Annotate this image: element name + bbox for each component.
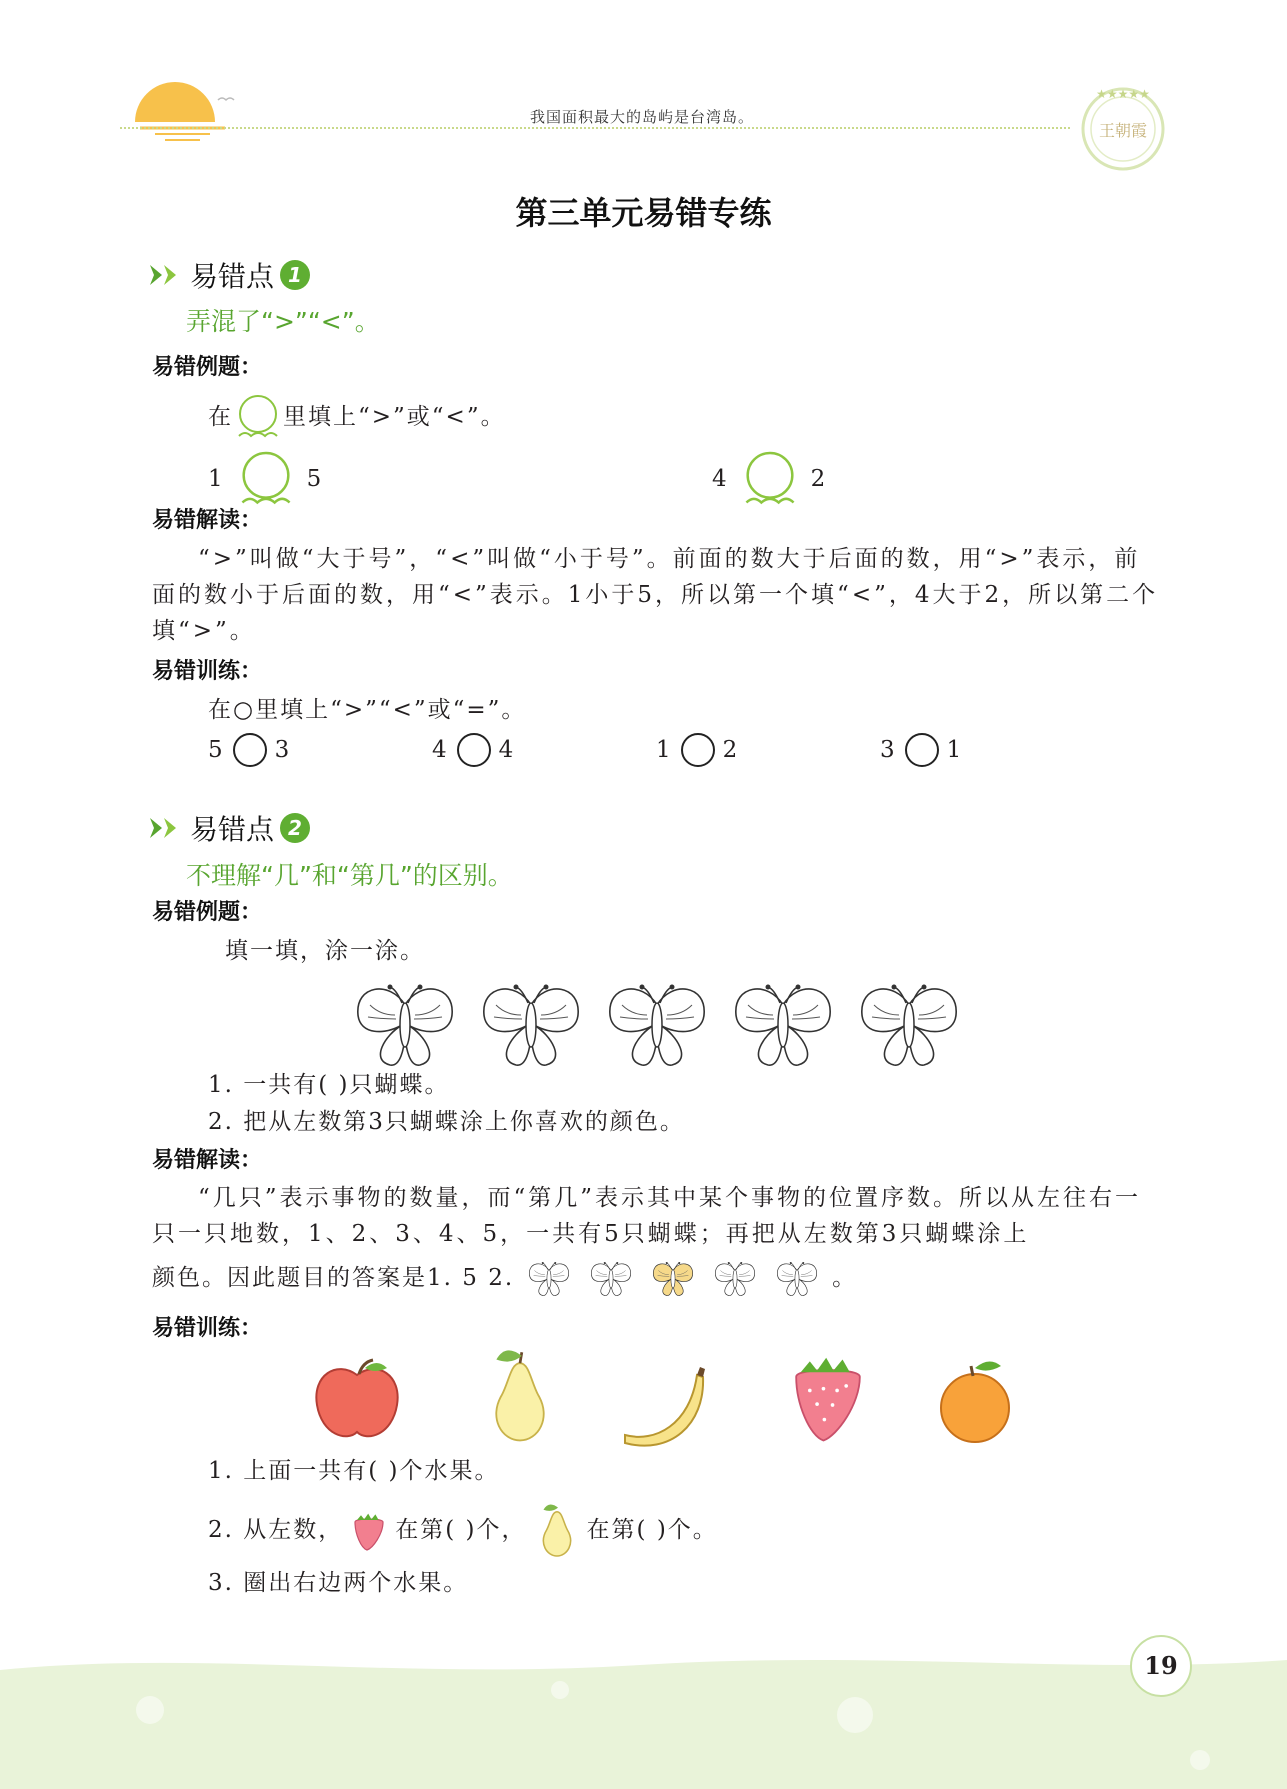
training-pair-1: [208, 732, 291, 768]
point-1-training-label: 易错训练：: [152, 659, 263, 684]
svg-text:王朝霞: 王朝霞: [1098, 121, 1148, 140]
point-1-example-instruction: [208, 392, 506, 442]
apple-icon: [307, 1350, 407, 1450]
answer-circle-a[interactable]: [235, 448, 297, 510]
point-2-question-1: 1. 一共有( )只蝴蝶。: [208, 1072, 450, 1098]
butterfly-icon[interactable]: [602, 975, 712, 1071]
point-2-training-label: 易错训练：: [152, 1316, 263, 1341]
point-2-example-label: 易错例题：: [152, 900, 263, 925]
pair-2-left: 4: [432, 737, 449, 763]
point-2-example-instruction: 填一填，涂一涂。: [225, 938, 425, 964]
example-pre-text: 在: [208, 404, 233, 430]
butterfly-row: [350, 975, 964, 1071]
page-title: 第三单元易错专练: [515, 194, 772, 232]
butterfly-icon[interactable]: [728, 975, 838, 1071]
point-1-analysis-label: 易错解读：: [152, 508, 263, 533]
butterfly-icon: [768, 1258, 826, 1298]
point-2-analysis-label: 易错解读：: [152, 1148, 263, 1173]
compare-b-left: 4: [712, 466, 729, 492]
pair-1-right: 3: [274, 737, 292, 763]
pear-icon: [470, 1345, 570, 1445]
point-2-training-question-3: 3. 圈出右边两个水果。: [208, 1570, 469, 1596]
point-2-question-2: 2. 把从左数第3只蝴蝶涂上你喜欢的颜色。: [208, 1109, 685, 1135]
butterfly-icon: [706, 1258, 764, 1298]
tq2-part-b: 在第( )个，: [395, 1517, 527, 1543]
point-1-training-instruction: 在○里填上“>”“<”或“=”。: [208, 697, 527, 723]
training-pair-2: [432, 732, 515, 768]
pair-1-left: 5: [208, 737, 225, 763]
pair-3-left: 1: [656, 737, 673, 763]
compare-a-left: 1: [208, 466, 225, 492]
point-2-training-question-1: 1. 上面一共有( )个水果。: [208, 1458, 500, 1484]
pair-4-left: 3: [880, 737, 897, 763]
publisher-seal-logo: [1078, 84, 1168, 174]
strawberry-icon: [347, 1508, 391, 1552]
point-2-analysis-text: “几只”表示事物的数量，而“第几”表示其中某个事物的位置序数。所以从左往右一只一只地数，1、2、3、4、5，一共有5只蝴蝶；再把从左数第3只蝴蝶涂上: [152, 1185, 1142, 1247]
butterfly-icon: [582, 1258, 640, 1298]
example-compare-a: [208, 448, 323, 510]
point-1-subtitle: 弄混了“>”“<”。: [186, 307, 380, 336]
answer-circle-b[interactable]: [739, 448, 801, 510]
footer-wave-decoration: [0, 1650, 1287, 1789]
butterfly-icon[interactable]: [350, 975, 460, 1071]
pair-3-right: 2: [722, 737, 740, 763]
point-2-training-question-2: [208, 1500, 718, 1560]
point-2-heading: [148, 808, 310, 848]
analysis-answer-end: 。: [832, 1265, 858, 1291]
compare-a-right: 5: [306, 466, 324, 492]
point-1-heading: [148, 255, 310, 295]
decorated-circle-icon: [233, 392, 283, 442]
butterfly-icon[interactable]: [854, 975, 964, 1071]
butterfly-icon: [520, 1258, 578, 1298]
sun-icon: [130, 70, 240, 150]
analysis-answer-text: 颜色。因此题目的答案是1. 5 2.: [152, 1265, 515, 1291]
butterfly-icon[interactable]: [476, 975, 586, 1071]
tq2-part-a: 2. 从左数，: [208, 1517, 344, 1543]
point-2-number-badge: 2: [280, 813, 310, 843]
double-arrow-icon: [148, 261, 184, 289]
orange-icon: [925, 1350, 1025, 1450]
point-2-analysis-answer: [152, 1258, 857, 1298]
point-1-example-label: 易错例题：: [152, 355, 263, 380]
point-2-subtitle: 不理解“几”和“第几”的区别。: [186, 861, 513, 890]
pair-2-right: 4: [498, 737, 516, 763]
pair-3-answer-circle[interactable]: [681, 733, 715, 767]
tq2-part-c: 在第( )个。: [586, 1517, 718, 1543]
pair-4-answer-circle[interactable]: [905, 733, 939, 767]
answer-butterfly-row: [520, 1258, 826, 1298]
double-arrow-icon: [148, 814, 184, 842]
pair-2-answer-circle[interactable]: [457, 733, 491, 767]
pear-icon: [531, 1500, 583, 1560]
example-compare-b: [712, 448, 827, 510]
training-pair-4: [880, 732, 963, 768]
point-2-head-text: 易错点: [190, 813, 275, 846]
point-1-number-badge: 1: [280, 260, 310, 290]
header-divider: [120, 127, 1070, 129]
strawberry-icon: [778, 1345, 878, 1445]
example-post-text: 里填上“>”或“<”。: [283, 404, 506, 430]
compare-b-right: 2: [810, 466, 828, 492]
point-1-head-text: 易错点: [190, 260, 275, 293]
pair-4-right: 1: [946, 737, 964, 763]
colored-butterfly-icon: [644, 1258, 702, 1298]
training-pair-3: [656, 732, 739, 768]
banana-icon: [615, 1355, 715, 1455]
page-number: 19: [1130, 1635, 1192, 1697]
point-1-analysis-text: “>”叫做“大于号”，“<”叫做“小于号”。前面的数大于后面的数，用“>”表示，前面的数小于后面的数，用“<”表示。1小于5，所以第一个填“<”，4大于2，所以第二个填“>”。: [152, 546, 1159, 644]
pair-1-answer-circle[interactable]: [233, 733, 267, 767]
svg-text:★★★★★: ★★★★★: [1096, 87, 1150, 101]
header-fact: 我国面积最大的岛屿是台湾岛。: [530, 108, 755, 126]
